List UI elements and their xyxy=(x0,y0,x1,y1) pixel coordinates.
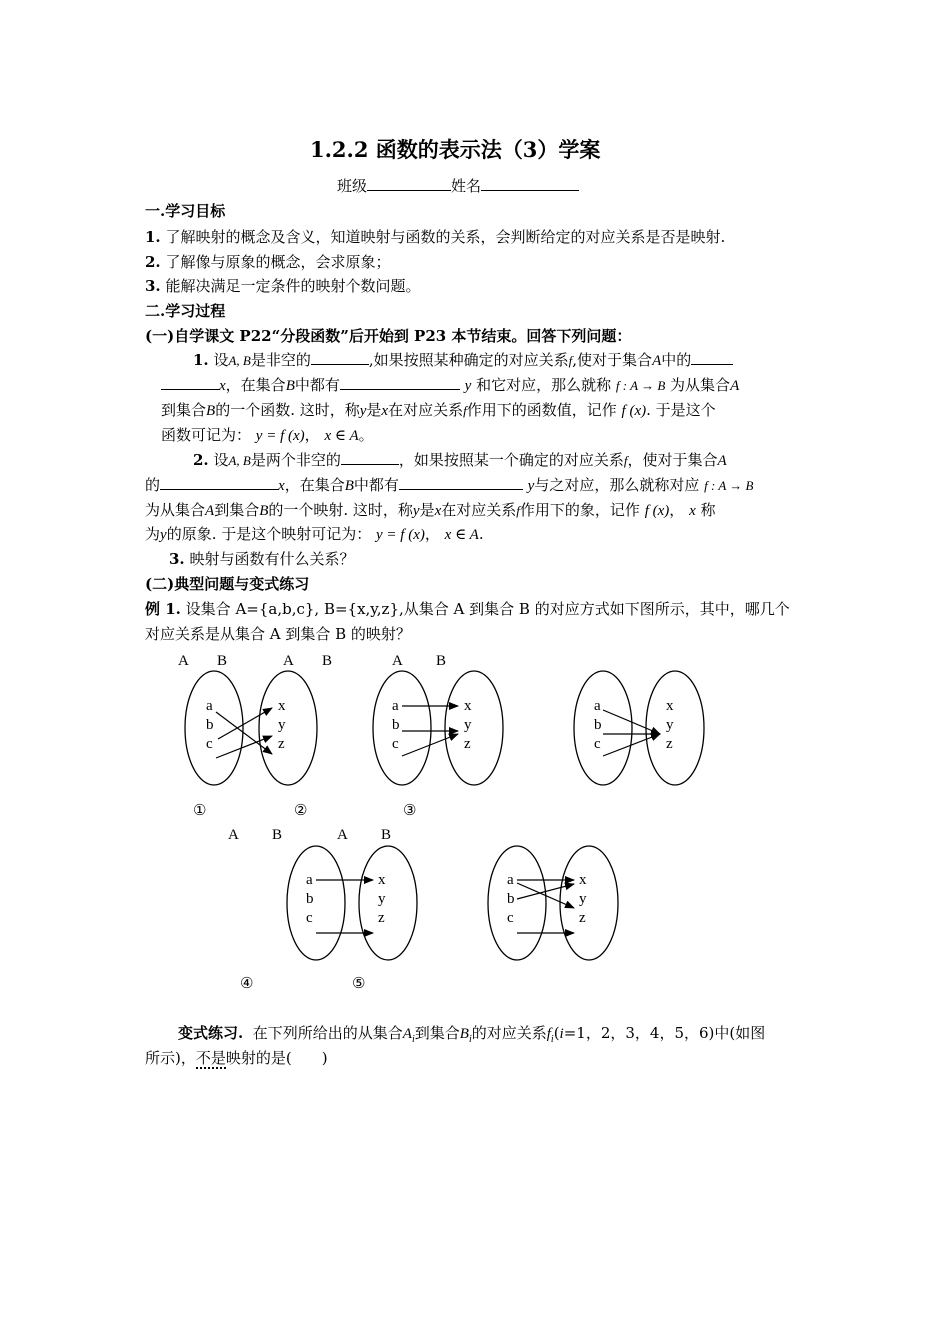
text: 映射与函数有什么关系？ xyxy=(189,550,355,568)
objective-text: 了解映射的概念及含义，知道映射与函数的关系，会判断给定的对应关系是否是映射. xyxy=(165,228,726,246)
q1-num: 1. xyxy=(193,351,209,369)
text: 中都有 xyxy=(353,476,399,494)
class-label: 班级 xyxy=(337,177,368,195)
element-y: y xyxy=(666,717,674,733)
element-y: y xyxy=(464,717,472,733)
math: i xyxy=(468,1034,472,1045)
q3 xyxy=(169,549,354,569)
element-a: a xyxy=(306,872,313,888)
text: 。 xyxy=(358,426,374,444)
q1-line2 xyxy=(161,375,739,396)
element-z: z xyxy=(278,736,285,752)
diagram-label-3: ③ xyxy=(403,803,417,819)
set-label-B: B xyxy=(322,653,333,669)
text: 在对应关系 xyxy=(441,501,517,519)
math: A xyxy=(402,1026,412,1042)
set-a-ellipse xyxy=(574,671,632,785)
blank[interactable] xyxy=(160,475,278,490)
text: 和它对应，那么就称 xyxy=(476,376,612,394)
text: 设集合 A={a,b,c}, B={x,y,z},从集合 A 到集合 B 的对应方式如下图所示，其中，哪几个 xyxy=(185,600,790,618)
text: 的对应关系 xyxy=(471,1024,547,1042)
element-z: z xyxy=(579,910,586,926)
name-field[interactable] xyxy=(481,176,579,191)
text: 中都有 xyxy=(294,376,340,394)
variant-line1 xyxy=(178,1023,765,1050)
element-a: a xyxy=(507,872,514,888)
math: x xyxy=(219,378,226,394)
blank[interactable] xyxy=(340,375,460,390)
set-b-ellipse xyxy=(259,671,317,785)
text: 设 xyxy=(213,351,229,369)
text: 在下列所给出的从集合 xyxy=(252,1024,403,1042)
diagram-label-1: ① xyxy=(193,803,207,819)
text: 是两个非空的 xyxy=(250,451,341,469)
math: x xyxy=(381,403,389,419)
text: 中的 xyxy=(661,351,692,369)
set-b-ellipse xyxy=(560,846,618,960)
variant-line2 xyxy=(145,1048,328,1068)
blank[interactable] xyxy=(341,450,399,465)
element-a: a xyxy=(206,698,213,714)
text: . xyxy=(478,525,484,543)
text: 为从集合 xyxy=(145,501,206,519)
objective-num: 3. xyxy=(145,277,161,295)
math: y xyxy=(359,403,367,419)
emphasis-text: 不是 xyxy=(195,1049,226,1067)
text: 所示)， xyxy=(145,1049,196,1067)
q2-line1 xyxy=(193,450,727,471)
element-a: a xyxy=(392,698,399,714)
element-x: x xyxy=(464,698,472,714)
text: 为从集合 xyxy=(670,376,731,394)
example-label: 例 1. xyxy=(145,600,181,618)
name-label: 姓名 xyxy=(451,177,482,195)
math: x xyxy=(689,503,696,519)
variant-label: 变式练习. xyxy=(178,1024,244,1042)
diagram-label-4: ④ xyxy=(240,976,254,992)
subsection-2: (二)典型问题与变式练习 xyxy=(145,575,310,593)
set-a-ellipse xyxy=(287,846,345,960)
objective-3 xyxy=(145,276,420,296)
element-y: y xyxy=(278,717,286,733)
text: 是 xyxy=(366,401,382,419)
objective-text: 了解像与原象的概念，会求原象； xyxy=(165,253,391,271)
objective-num: 1. xyxy=(145,228,161,246)
math: A xyxy=(717,453,727,469)
math: y xyxy=(412,503,420,519)
element-b: b xyxy=(594,717,602,733)
text: 是非空的 xyxy=(250,351,311,369)
text: ，在集合 xyxy=(225,376,286,394)
blank[interactable] xyxy=(311,350,369,365)
set-a-ellipse xyxy=(488,846,546,960)
text: ，使对于集合 xyxy=(627,451,718,469)
set-b-ellipse xyxy=(646,671,704,785)
math: B xyxy=(259,503,269,519)
element-c: c xyxy=(206,736,213,752)
math: f : A → B xyxy=(704,478,754,493)
math: f xyxy=(623,453,628,468)
element-x: x xyxy=(579,872,587,888)
text: 作用下的函数值，记作 xyxy=(466,401,617,419)
math: i xyxy=(411,1034,415,1045)
math: y = f (x) xyxy=(255,428,305,444)
blank[interactable] xyxy=(161,375,219,390)
math: B xyxy=(344,478,354,494)
text: ， xyxy=(424,525,440,543)
element-z: z xyxy=(464,736,471,752)
set-a-ellipse xyxy=(185,671,243,785)
page-title: 1.2.2 函数的表示法（3）学案 xyxy=(310,137,601,162)
math: x xyxy=(434,503,442,519)
text: 称 xyxy=(700,501,716,519)
objective-2 xyxy=(145,252,390,272)
text: ,使对于集合 xyxy=(572,351,653,369)
set-b-ellipse xyxy=(445,671,503,785)
math: A xyxy=(730,378,740,394)
element-z: z xyxy=(378,910,385,926)
class-name-line xyxy=(337,176,579,196)
element-z: z xyxy=(666,736,673,752)
set-label-A: A xyxy=(228,827,239,843)
element-x: x xyxy=(666,698,674,714)
class-field[interactable] xyxy=(367,176,451,191)
text: 是 xyxy=(419,501,435,519)
text: . 于是这个 xyxy=(646,401,716,419)
element-x: x xyxy=(278,698,286,714)
math: f : A → B xyxy=(615,378,666,393)
diagram-4 xyxy=(287,846,417,960)
diagram-label-5: ⑤ xyxy=(352,976,366,992)
element-b: b xyxy=(507,891,515,907)
element-c: c xyxy=(306,910,313,926)
element-c: c xyxy=(594,736,601,752)
element-b: b xyxy=(392,717,400,733)
math: A, B xyxy=(228,353,251,368)
text: ，如果按照某一个确定的对应关系 xyxy=(398,451,624,469)
element-c: c xyxy=(392,736,399,752)
math: f (x) xyxy=(644,503,670,519)
text: =1，2，3，4，5，6)中(如图 xyxy=(563,1024,766,1042)
set-b-ellipse xyxy=(359,846,417,960)
diagram-2 xyxy=(373,671,503,785)
set-label-B: B xyxy=(272,827,283,843)
q2-line4 xyxy=(145,524,484,545)
text: ， xyxy=(669,501,685,519)
q2-line3 xyxy=(145,500,716,521)
math: f xyxy=(463,403,467,418)
math: i xyxy=(559,1026,564,1042)
text: 到集合 xyxy=(161,401,207,419)
math: f xyxy=(546,1026,551,1042)
math: B xyxy=(459,1026,469,1042)
element-b: b xyxy=(206,717,214,733)
text: 的一个函数. 这时，称 xyxy=(215,401,360,419)
text: 的一个映射. 这时，称 xyxy=(268,501,413,519)
math: y = f (x) xyxy=(376,527,425,543)
q1-line3 xyxy=(161,400,716,421)
element-x: x xyxy=(378,872,386,888)
text: 映射的是( ) xyxy=(225,1049,328,1067)
objective-text: 能解决满足一定条件的映射个数问题。 xyxy=(165,277,421,295)
example1-line1 xyxy=(145,599,790,619)
math: A xyxy=(652,353,662,369)
text: 为 xyxy=(145,525,161,543)
text: ,如果按照某种确定的对应关系 xyxy=(368,351,569,369)
math: f xyxy=(516,503,520,518)
q1-line1 xyxy=(193,350,733,371)
text: 函数可记为： xyxy=(161,426,252,444)
text: 到集合 xyxy=(414,1024,460,1042)
math: y xyxy=(527,478,535,494)
q3-num: 3. xyxy=(169,550,185,568)
q2-line2 xyxy=(145,475,754,496)
set-label-B: B xyxy=(381,827,392,843)
element-y: y xyxy=(579,891,587,907)
element-y: y xyxy=(378,891,386,907)
math: f (x) xyxy=(621,403,647,419)
math: B xyxy=(206,403,216,419)
set-a-ellipse xyxy=(373,671,431,785)
text: 在对应关系 xyxy=(388,401,464,419)
objective-1 xyxy=(145,227,725,247)
blank[interactable] xyxy=(399,475,523,490)
set-label-B: B xyxy=(436,653,447,669)
section1-heading: 一.学习目标 xyxy=(145,202,226,220)
diagram-5 xyxy=(488,846,618,960)
math: y xyxy=(160,527,167,543)
diagram-3 xyxy=(574,671,704,785)
math: x ∈ A xyxy=(324,428,359,444)
set-label-A: A xyxy=(392,653,403,669)
element-c: c xyxy=(507,910,514,926)
set-label-B: B xyxy=(217,653,228,669)
math: i xyxy=(550,1034,554,1045)
math: f xyxy=(568,353,573,368)
text: 设 xyxy=(213,451,229,469)
text: ， xyxy=(304,426,320,444)
text: 的原象. 于是这个映射可记为： xyxy=(166,525,372,543)
q1-line4 xyxy=(161,425,374,446)
math: A xyxy=(205,503,215,519)
text: 的 xyxy=(145,476,161,494)
set-label-A: A xyxy=(337,827,348,843)
subsection-1: (一)自学课文 P22“分段函数”后开始到 P23 本节结束。回答下列问题： xyxy=(145,327,632,345)
math: B xyxy=(285,378,295,394)
objective-num: 2. xyxy=(145,253,161,271)
math: A, B xyxy=(228,453,251,468)
math: x xyxy=(278,478,285,494)
text: ( xyxy=(553,1024,560,1042)
text: 到集合 xyxy=(214,501,260,519)
q2-num: 2. xyxy=(193,451,209,469)
mapping-arrow xyxy=(216,712,272,754)
math: y xyxy=(464,378,472,394)
section2-heading: 二.学习过程 xyxy=(145,302,226,320)
diagram-1 xyxy=(185,671,317,785)
example1-line2: 对应关系是从集合 A 到集合 B 的映射？ xyxy=(145,625,411,643)
set-label-A: A xyxy=(283,653,294,669)
diagram-label-2: ② xyxy=(294,803,308,819)
element-a: a xyxy=(594,698,601,714)
text: 与之对应，那么就称对应 xyxy=(534,476,700,494)
text: ，在集合 xyxy=(284,476,345,494)
text: 作用下的象，记作 xyxy=(519,501,640,519)
set-label-A: A xyxy=(178,653,189,669)
element-b: b xyxy=(306,891,314,907)
math: x ∈ A xyxy=(444,527,479,543)
mapping-diagrams xyxy=(0,640,950,1000)
blank[interactable] xyxy=(691,350,733,365)
